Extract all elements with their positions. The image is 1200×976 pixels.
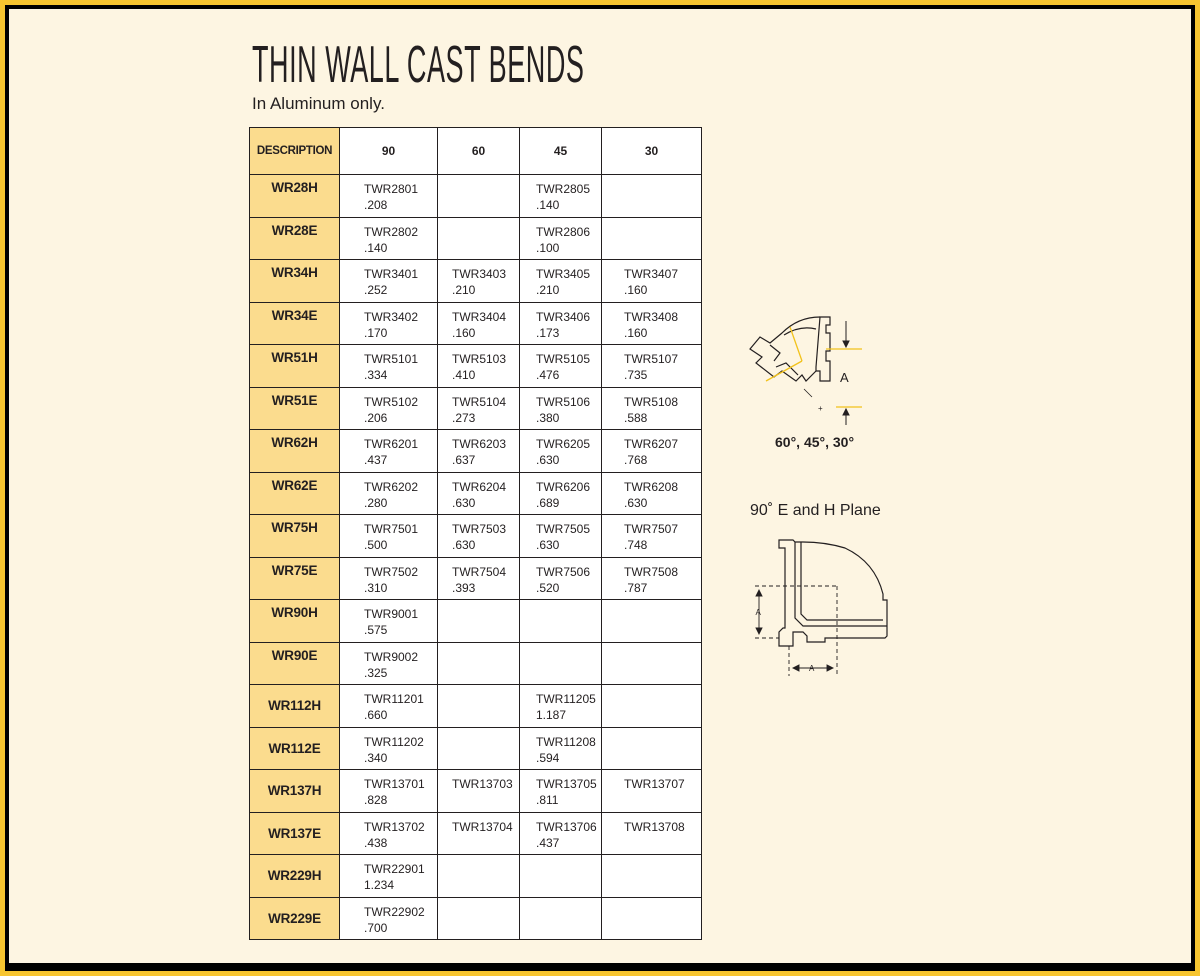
part-cell-45: [520, 685, 602, 728]
part-number: TWR6207: [624, 437, 679, 451]
part-weight: .437: [364, 453, 388, 467]
part-cell-90: [340, 770, 438, 813]
part-weight: .828: [364, 793, 388, 807]
part-number: TWR6206: [536, 479, 591, 494]
part-weight: 1.187: [536, 708, 567, 722]
part-cell-60: [438, 302, 520, 345]
page-subtitle: In Aluminum only.: [252, 94, 385, 113]
part-number: TWR11208: [536, 734, 596, 749]
part-weight: .630: [452, 538, 476, 552]
part-cell-30: [602, 472, 702, 515]
table-header-row: [250, 128, 702, 175]
part-cell-90: [340, 685, 438, 728]
part-weight: .630: [452, 495, 476, 510]
part-cell-60: [438, 557, 520, 600]
part-cell-60: [438, 727, 520, 770]
part-weight: .100: [536, 240, 560, 255]
part-number: TWR13708: [624, 819, 685, 834]
part-cell-30: [602, 302, 702, 345]
part-cell-60: [438, 345, 520, 388]
part-cell-45: [520, 472, 602, 515]
description-cell: WR34H: [250, 260, 340, 303]
part-number: TWR7501: [364, 522, 419, 536]
part-number: TWR7506: [536, 564, 591, 579]
part-cell-60: [438, 387, 520, 430]
part-cell-30: [602, 727, 702, 770]
description-cell: WR229H: [250, 855, 340, 898]
dimension-a-label: A: [840, 370, 849, 385]
angled-bend-diagram: [740, 305, 870, 425]
part-weight: .735: [624, 368, 648, 382]
part-cell-90: [340, 430, 438, 473]
part-number: TWR7508: [624, 564, 679, 579]
description-cell: WR51H: [250, 345, 340, 388]
part-weight: .748: [624, 538, 648, 552]
header-90: 90: [340, 128, 438, 175]
part-weight: .173: [536, 325, 560, 340]
part-number: TWR6204: [452, 479, 507, 494]
description-cell: WR137E: [250, 812, 340, 855]
part-number: TWR7507: [624, 522, 679, 536]
part-number: TWR3404: [452, 309, 507, 324]
part-cell-90: [340, 302, 438, 345]
part-cell-45: [520, 727, 602, 770]
table-row: [250, 855, 702, 898]
part-cell-30: [602, 345, 702, 388]
part-cell-90: [340, 812, 438, 855]
description-cell: WR62H: [250, 430, 340, 473]
description-cell: WR137H: [250, 770, 340, 813]
part-weight: .280: [364, 495, 388, 510]
table-row: [250, 430, 702, 473]
part-cell-90: [340, 727, 438, 770]
angled-bend-outline: [750, 317, 830, 381]
part-number: TWR3402: [364, 309, 419, 324]
part-weight: .170: [364, 325, 388, 340]
part-weight: .787: [624, 580, 648, 595]
part-cell-60: [438, 770, 520, 813]
table-row: [250, 345, 702, 388]
part-cell-30: [602, 685, 702, 728]
part-number: TWR11205: [536, 692, 596, 706]
part-cell-45: [520, 345, 602, 388]
part-cell-60: [438, 897, 520, 940]
part-cell-30: [602, 770, 702, 813]
part-number: TWR13706: [536, 819, 597, 834]
table-body: [250, 175, 702, 940]
part-weight: .811: [536, 793, 559, 807]
part-cell-45: [520, 600, 602, 643]
leader-line: [804, 389, 812, 397]
part-cell-60: [438, 812, 520, 855]
part-cell-45: [520, 387, 602, 430]
table-row: [250, 685, 702, 728]
description-cell: WR112E: [250, 727, 340, 770]
part-number: TWR6202: [364, 479, 419, 494]
part-weight: .410: [452, 368, 476, 382]
part-number: TWR5104: [452, 394, 507, 409]
description-cell: WR229E: [250, 897, 340, 940]
description-cell: WR34E: [250, 302, 340, 345]
part-cell-60: [438, 685, 520, 728]
part-cell-45: [520, 515, 602, 558]
part-cell-60: [438, 600, 520, 643]
part-weight: .630: [536, 538, 560, 552]
part-cell-90: [340, 260, 438, 303]
part-cell-45: [520, 897, 602, 940]
part-number: TWR5105: [536, 352, 591, 366]
part-weight: .140: [364, 240, 388, 255]
part-number: TWR5103: [452, 352, 507, 366]
part-number: TWR22901: [364, 862, 425, 876]
part-weight: .393: [452, 580, 476, 595]
part-weight: .340: [364, 750, 388, 765]
part-weight: .252: [364, 283, 388, 297]
header-45: 45: [520, 128, 602, 175]
table-row: [250, 897, 702, 940]
table-row: [250, 642, 702, 685]
ninety-bend-caption: 90˚ E and H Plane: [750, 502, 881, 519]
part-number: TWR13704: [452, 819, 513, 834]
angled-bend-caption: 60°, 45°, 30°: [775, 434, 855, 450]
description-cell: WR51E: [250, 387, 340, 430]
part-weight: .210: [452, 283, 476, 297]
part-cell-45: [520, 812, 602, 855]
part-number: TWR5102: [364, 394, 419, 409]
part-cell-90: [340, 217, 438, 260]
part-weight: .380: [536, 410, 560, 425]
bends-table: [249, 127, 702, 940]
part-cell-30: [602, 217, 702, 260]
part-number: TWR6205: [536, 437, 591, 451]
part-weight: .630: [624, 495, 648, 510]
description-cell: WR90H: [250, 600, 340, 643]
part-cell-90: [340, 175, 438, 218]
part-weight: .438: [364, 835, 388, 850]
table-row: [250, 175, 702, 218]
part-weight: 1.234: [364, 878, 395, 892]
part-number: TWR13701: [364, 777, 425, 791]
part-number: TWR6208: [624, 479, 679, 494]
part-cell-30: [602, 430, 702, 473]
part-cell-60: [438, 515, 520, 558]
header-30: 30: [602, 128, 702, 175]
part-weight: .476: [536, 368, 560, 382]
part-cell-30: [602, 897, 702, 940]
part-cell-90: [340, 897, 438, 940]
ninety-bend-diagram: [745, 530, 895, 680]
part-cell-45: [520, 770, 602, 813]
part-cell-45: [520, 430, 602, 473]
part-weight: .520: [536, 580, 560, 595]
part-number: TWR6201: [364, 437, 419, 451]
part-weight: .575: [364, 623, 388, 637]
description-cell: WR75H: [250, 515, 340, 558]
part-cell-60: [438, 642, 520, 685]
part-weight: .310: [364, 580, 388, 595]
part-weight: .160: [624, 283, 648, 297]
description-cell: WR75E: [250, 557, 340, 600]
part-number: TWR3407: [624, 267, 679, 281]
part-cell-30: [602, 260, 702, 303]
part-weight: .768: [624, 453, 648, 467]
part-cell-60: [438, 472, 520, 515]
part-cell-30: [602, 855, 702, 898]
page-title: THIN WALL CAST BENDS: [252, 36, 585, 94]
horizontal-dimension-label: A: [809, 664, 815, 673]
part-cell-45: [520, 642, 602, 685]
part-number: TWR3408: [624, 309, 679, 324]
part-number: TWR2805: [536, 182, 591, 196]
part-number: TWR7503: [452, 522, 507, 536]
part-weight: .594: [536, 750, 560, 765]
part-cell-90: [340, 855, 438, 898]
header-60: 60: [438, 128, 520, 175]
part-cell-30: [602, 175, 702, 218]
table-row: [250, 217, 702, 260]
table-row: [250, 600, 702, 643]
part-cell-45: [520, 260, 602, 303]
table-row: [250, 387, 702, 430]
part-number: TWR3401: [364, 267, 419, 281]
part-cell-90: [340, 345, 438, 388]
part-number: TWR6203: [452, 437, 507, 451]
vertical-dimension-label: A: [755, 608, 761, 617]
part-weight: .630: [536, 453, 560, 467]
part-cell-60: [438, 260, 520, 303]
dimension-dashed-lines: [755, 586, 837, 676]
part-cell-45: [520, 217, 602, 260]
ninety-bend-outline: [779, 540, 887, 646]
part-number: TWR13703: [452, 777, 513, 791]
part-weight: .273: [452, 410, 476, 425]
part-number: TWR9002: [364, 649, 419, 664]
header-description: DESCRIPTION: [250, 128, 340, 175]
table-row: [250, 557, 702, 600]
part-weight: .637: [452, 453, 476, 467]
part-cell-90: [340, 557, 438, 600]
part-cell-30: [602, 600, 702, 643]
table-row: [250, 812, 702, 855]
part-cell-45: [520, 302, 602, 345]
part-cell-90: [340, 600, 438, 643]
part-cell-60: [438, 855, 520, 898]
description-cell: WR90E: [250, 642, 340, 685]
part-cell-45: [520, 557, 602, 600]
part-weight: .206: [364, 410, 388, 425]
angled-bend-reference-lines: [766, 327, 862, 407]
part-number: TWR11202: [364, 734, 424, 749]
part-number: TWR2802: [364, 224, 419, 239]
part-number: TWR9001: [364, 607, 419, 621]
part-number: TWR7502: [364, 564, 419, 579]
part-number: TWR22902: [364, 904, 425, 919]
part-cell-30: [602, 557, 702, 600]
plus-label: +: [818, 404, 823, 413]
part-weight: .689: [536, 495, 560, 510]
part-cell-90: [340, 642, 438, 685]
part-cell-60: [438, 430, 520, 473]
part-number: TWR2801: [364, 182, 419, 196]
part-number: TWR7504: [452, 564, 507, 579]
description-cell: WR62E: [250, 472, 340, 515]
part-weight: .334: [364, 368, 388, 382]
part-cell-30: [602, 515, 702, 558]
part-cell-90: [340, 387, 438, 430]
part-weight: .140: [536, 198, 560, 212]
part-number: TWR5108: [624, 394, 679, 409]
table-row: [250, 727, 702, 770]
part-weight: .160: [452, 325, 476, 340]
part-weight: .208: [364, 198, 388, 212]
part-weight: .500: [364, 538, 388, 552]
part-weight: .700: [364, 920, 388, 935]
part-number: TWR13705: [536, 777, 597, 791]
table-row: [250, 260, 702, 303]
table-row: [250, 302, 702, 345]
part-number: TWR13702: [364, 819, 425, 834]
part-number: TWR3405: [536, 267, 591, 281]
part-weight: .325: [364, 665, 388, 680]
part-cell-30: [602, 812, 702, 855]
part-number: TWR5106: [536, 394, 591, 409]
part-weight: .437: [536, 835, 560, 850]
part-cell-60: [438, 175, 520, 218]
part-weight: .588: [624, 410, 648, 425]
part-number: TWR5101: [364, 352, 419, 366]
part-weight: .210: [536, 283, 560, 297]
description-cell: WR28E: [250, 217, 340, 260]
part-number: TWR13707: [624, 777, 685, 791]
part-weight: .160: [624, 325, 648, 340]
table-row: [250, 472, 702, 515]
part-cell-30: [602, 642, 702, 685]
part-cell-60: [438, 217, 520, 260]
table-row: [250, 515, 702, 558]
table-row: [250, 770, 702, 813]
part-cell-90: [340, 515, 438, 558]
part-cell-45: [520, 175, 602, 218]
part-cell-90: [340, 472, 438, 515]
part-weight: .660: [364, 708, 388, 722]
description-cell: WR112H: [250, 685, 340, 728]
part-cell-45: [520, 855, 602, 898]
part-cell-30: [602, 387, 702, 430]
part-number: TWR7505: [536, 522, 591, 536]
part-number: TWR3403: [452, 267, 507, 281]
part-number: TWR11201: [364, 692, 424, 706]
description-cell: WR28H: [250, 175, 340, 218]
part-number: TWR3406: [536, 309, 591, 324]
part-number: TWR2806: [536, 224, 591, 239]
part-number: TWR5107: [624, 352, 679, 366]
